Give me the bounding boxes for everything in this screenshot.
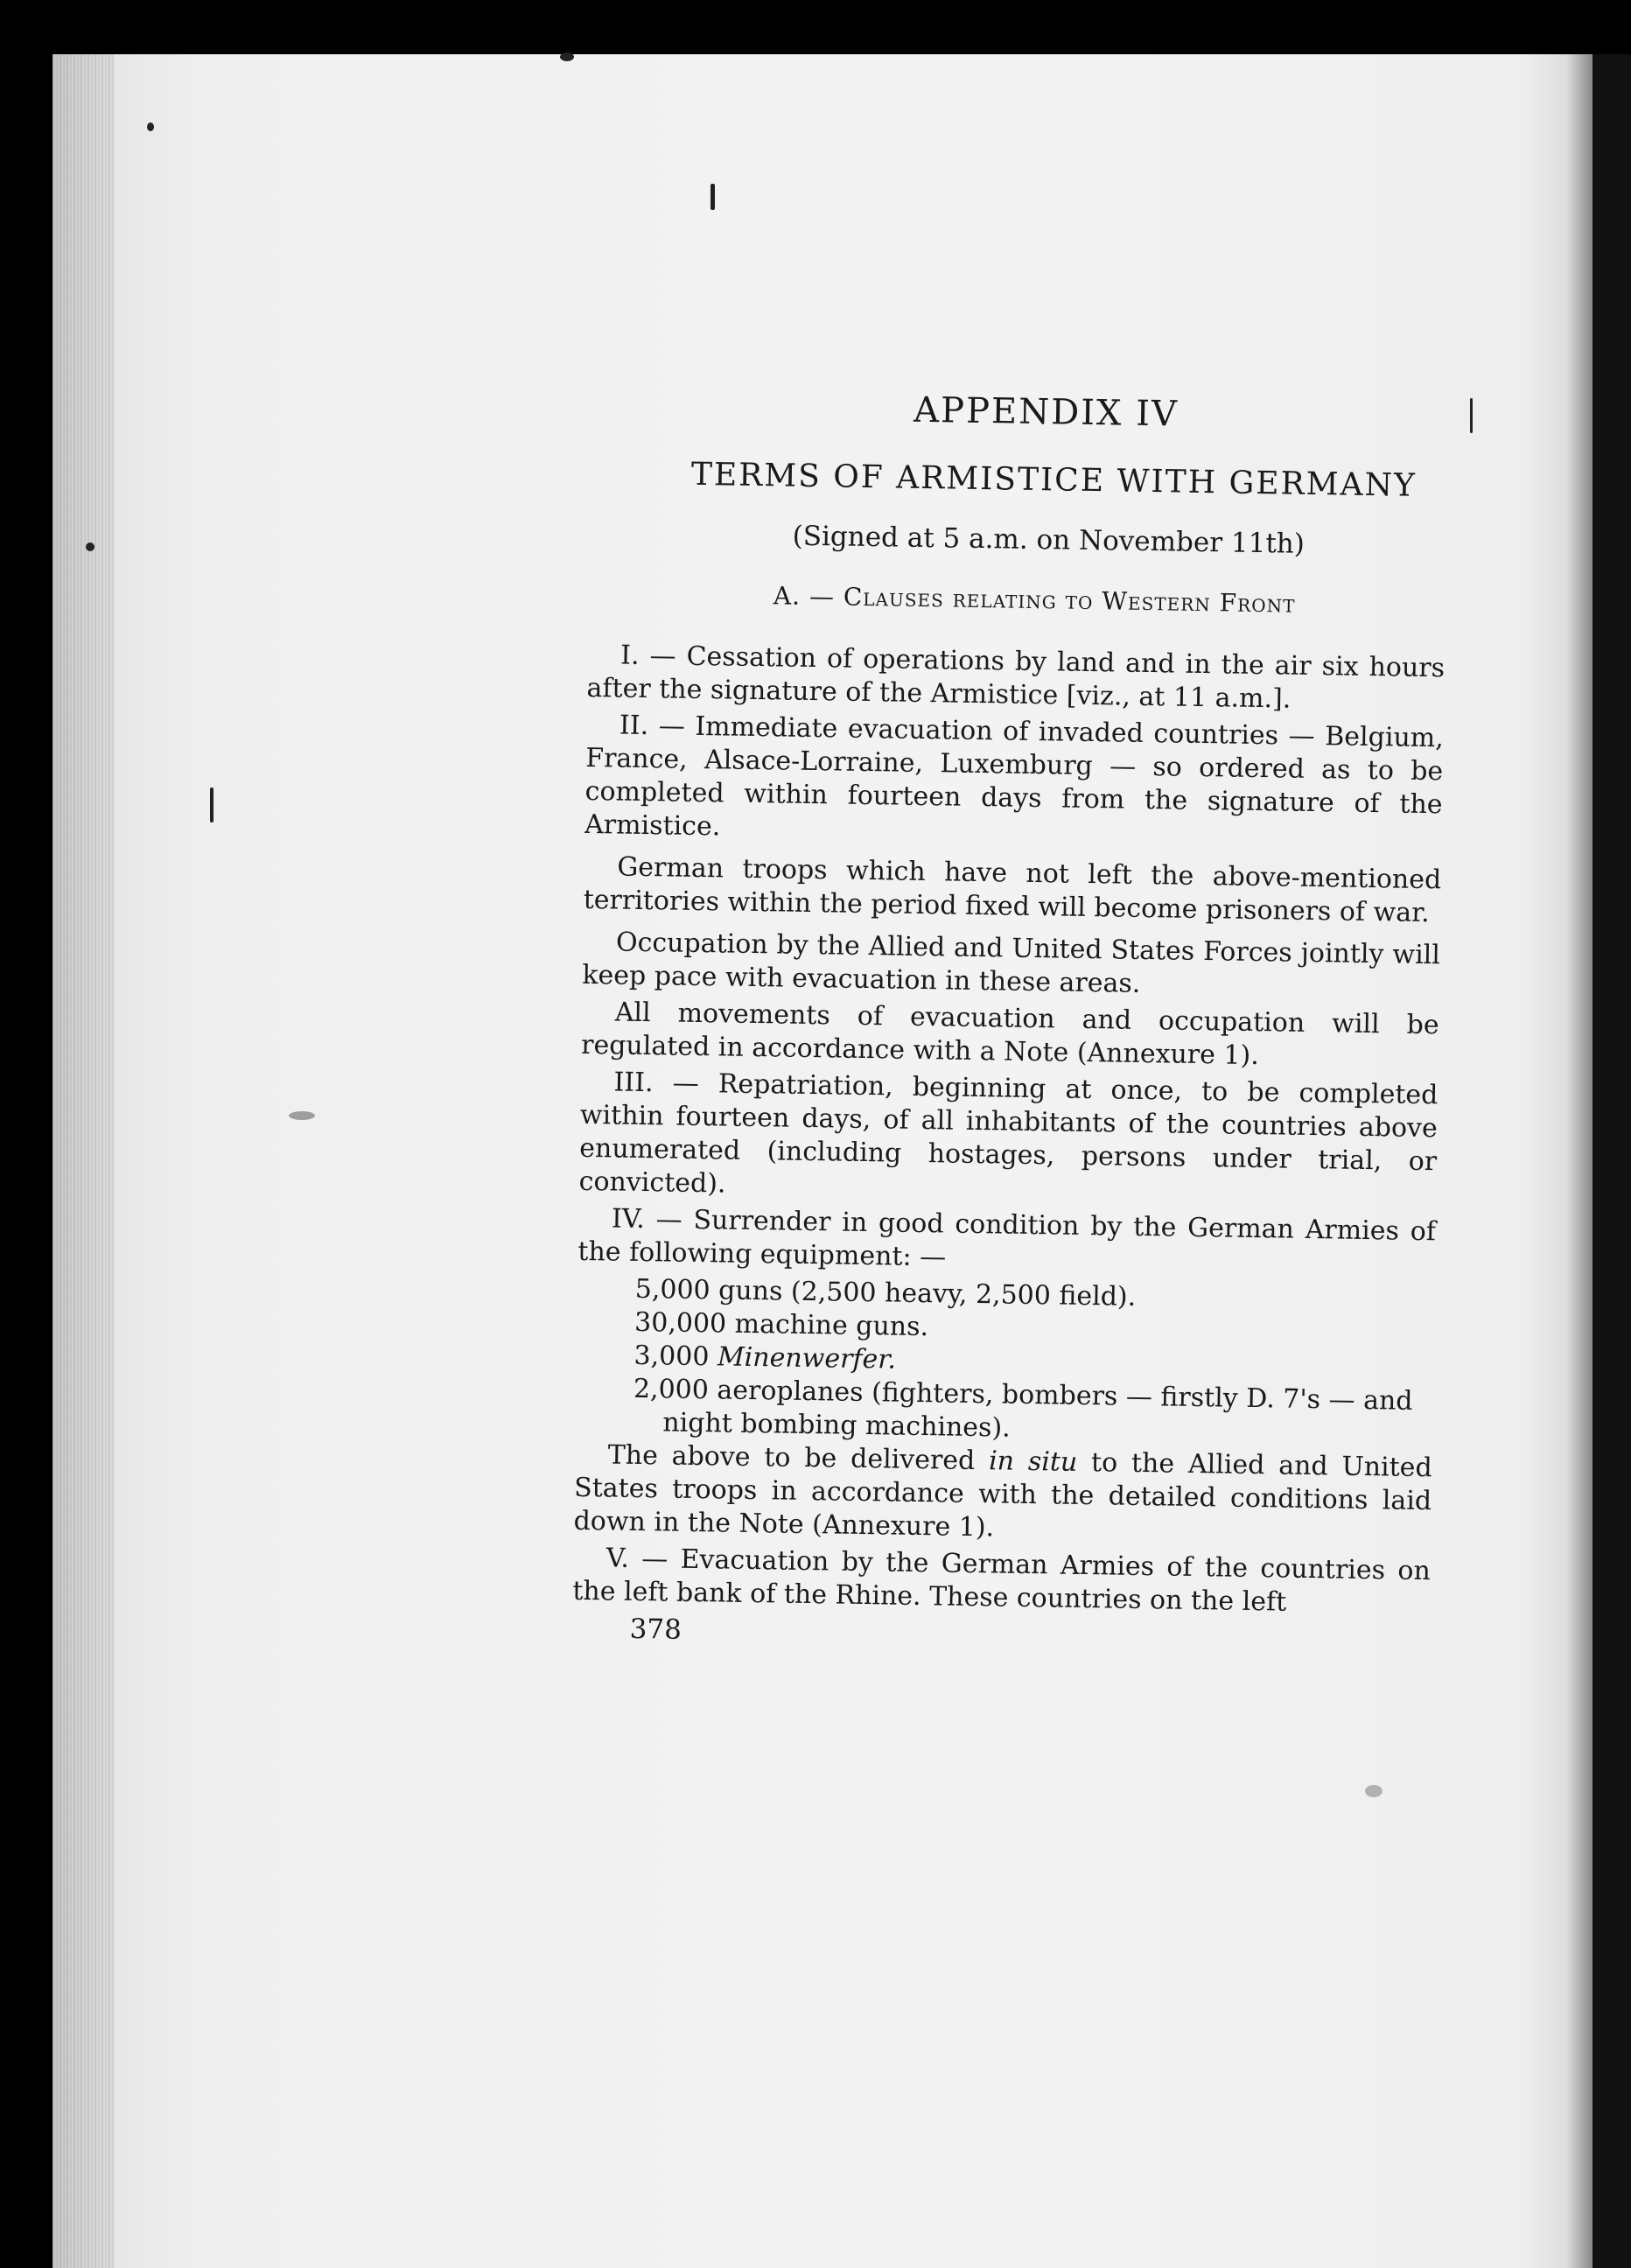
text-block [571, 385, 1448, 1658]
clause-text: to the Allied and United States troops in accordance with the detailed conditions laid down in the Note (Annexure 1). [573, 1446, 1432, 1544]
clause-paragraph: IV. — Surrender in good condition by the German Armies of the following equipment: — [578, 1203, 1437, 1273]
scan-speck [710, 184, 715, 210]
scan-speck [147, 122, 154, 131]
clause-paragraph: II. — Immediate evacuation of invaded countries — Belgium, France, Alsace-Lorraine, Luxemburg — so ordered as to be completed within fourteen days from the signature of the Armistice. [584, 710, 1445, 843]
equipment-item: 2,000 aeroplanes (fighters, bombers — firstly D. 7's — and night bombing machines). [633, 1373, 1413, 1444]
appendix-heading: APPENDIX IV [913, 389, 1180, 435]
equipment-item-name: Minenwerfer. [717, 1341, 897, 1376]
clause-paragraph: I. — Cessation of operations by land and in the air six hours after the signature of the Armistice [viz., at 11 a.m.]. [586, 640, 1446, 715]
section-heading: A. — Clauses relating to Western Front [773, 581, 1296, 619]
scan-speck [560, 52, 574, 61]
scan-speck [289, 1111, 315, 1120]
clause-text: The above to be delivered [607, 1439, 990, 1477]
page-title: TERMS OF ARMISTICE WITH GERMANY [690, 456, 1418, 504]
right-gutter [1592, 54, 1631, 2268]
page-number: 378 [629, 1613, 682, 1646]
clause-paragraph: All movements of evacuation and occupation will be regulated in accordance with a Note (Annexure 1). [580, 997, 1439, 1072]
binding-shadow [1566, 54, 1592, 2268]
clause-paragraph: Occupation by the Allied and United States Forces jointly will keep pace with evacuation in these areas. [582, 927, 1441, 999]
page-subtitle: (Signed at 5 a.m. on November 11th) [792, 520, 1306, 560]
clause-paragraph [573, 1438, 1432, 1551]
clause-paragraph: III. — Repatriation, beginning at once, to be completed within fourteen days, of all inhabitants of the countries above enumerated (including hostages, persons under trial, or convicted). [578, 1067, 1438, 1200]
page-edge-stack [52, 54, 114, 2268]
scan-speck [86, 542, 94, 551]
scan-speck [210, 788, 214, 822]
scan-speck [1470, 398, 1473, 433]
clause-paragraph: V. — Evacuation by the German Armies of the countries on the left bank of the Rhine. These countries on the left [572, 1543, 1432, 1618]
clause-italic-text: in situ [988, 1446, 1078, 1478]
clause-paragraph: German troops which have not left the above-mentioned territories within the period fixed will become prisoners of war. [583, 851, 1442, 929]
equipment-item-count: 3,000 [634, 1340, 718, 1373]
equipment-item: 30,000 machine guns. [634, 1306, 929, 1343]
scan-speck [1365, 1785, 1382, 1797]
equipment-item: 5,000 guns (2,500 heavy, 2,500 field). [634, 1273, 1137, 1312]
